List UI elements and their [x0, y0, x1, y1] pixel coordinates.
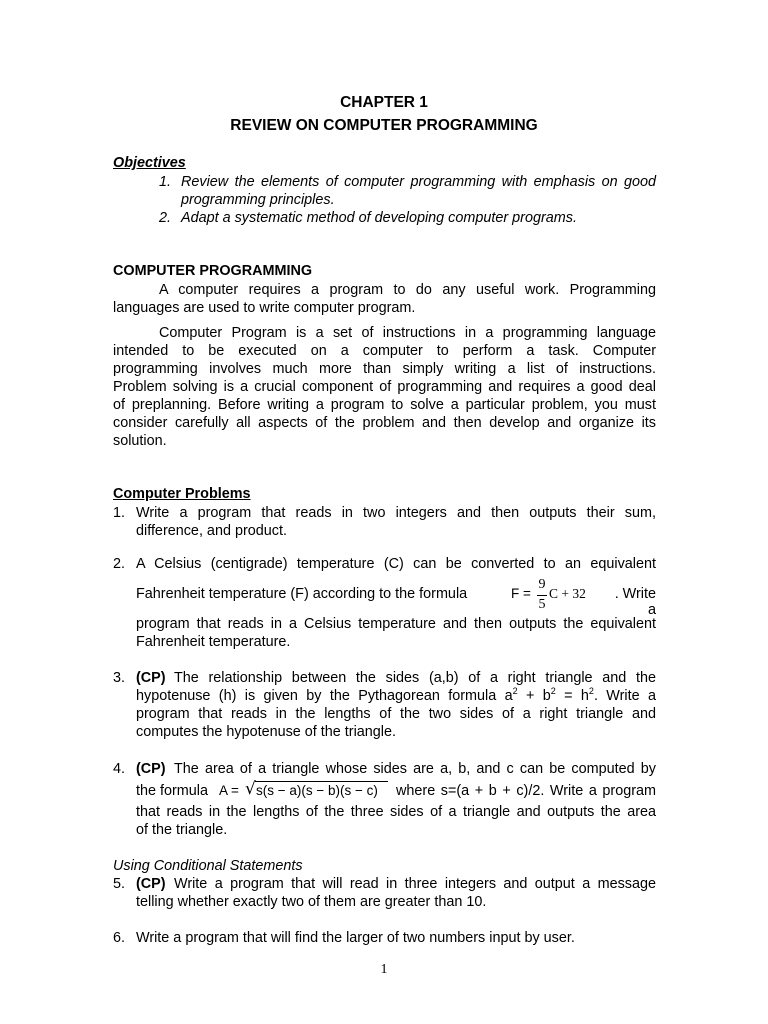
problem-6-number: 6.	[113, 930, 126, 946]
celsius-fraction-denominator: 5	[538, 597, 546, 612]
problem-5-line-1: Write a program that will read in three integers and output a message	[174, 876, 656, 892]
page-number: 1	[380, 962, 388, 977]
programming-paragraph-1-line-1: A computer requires a program to do any useful work. Programming	[159, 282, 656, 298]
objective-1-line-1: Review the elements of computer programming with emphasis on good	[181, 174, 656, 190]
problem-3-line-3: program that reads in the lengths of the two sides of a right triangle and	[136, 706, 656, 722]
celsius-formula-lhs: F =	[511, 586, 531, 601]
problem-4-number: 4.	[113, 761, 126, 777]
square-root-icon: √	[245, 779, 256, 799]
problem-1-number: 1.	[113, 505, 126, 521]
problem-1-line-1: Write a program that reads in two integers and then outputs their sum,	[136, 505, 656, 521]
programming-paragraph-2-line-5: of preplanning. Before writing a program to solve a particular problem, you must	[113, 397, 656, 413]
objectives-heading: Objectives	[113, 155, 186, 171]
conditional-statements-heading: Using Conditional Statements	[113, 858, 303, 874]
celsius-formula-rhs: C + 32	[549, 586, 586, 601]
problem-4-line-2-text: the formula	[136, 783, 208, 799]
programming-paragraph-1-line-2: languages are used to write computer program.	[113, 300, 416, 316]
problem-2-line-4: Fahrenheit temperature.	[136, 634, 291, 650]
heron-formula-radicand: s(s − a)(s − b)(s − c)	[256, 783, 378, 798]
problem-2-line-1: A Celsius (centigrade) temperature (C) can be converted to an equivalent	[136, 556, 656, 572]
problem-2-line-3: program that reads in a Celsius temperature and then outputs the equivalent	[136, 616, 656, 632]
problem-5-line-2: telling whether exactly two of them are greater than 10.	[136, 894, 487, 910]
objective-1-line-2: programming principles.	[181, 192, 335, 208]
celsius-fraction-numerator: 9	[538, 577, 546, 592]
problem-3-line-4: computes the hypotenuse of the triangle.	[136, 724, 397, 740]
problem-4-line-4: of the triangle.	[136, 822, 228, 838]
objective-1-number: 1.	[159, 174, 172, 190]
heron-formula-lhs: A =	[219, 783, 239, 798]
chapter-label: CHAPTER 1	[340, 94, 428, 111]
objective-2-line-1: Adapt a systematic method of developing computer programs.	[181, 210, 577, 226]
problem-2-line-2-text: Fahrenheit temperature (F) according to the formula	[136, 586, 468, 602]
chapter-title: REVIEW ON COMPUTER PROGRAMMING	[230, 117, 538, 134]
programming-paragraph-2-line-3: programming involves much more than simply writing a list of instructions.	[113, 361, 656, 377]
problem-3-line-2: hypotenuse (h) is given by the Pythagorean formula $a^2 + b^2 = h^2$. Write a	[136, 686, 656, 704]
computer-programming-heading: COMPUTER PROGRAMMING	[113, 263, 313, 279]
problem-3-number: 3.	[113, 670, 126, 686]
programming-paragraph-2-line-2: intended to be executed on a computer to perform a task. Computer	[113, 343, 656, 359]
problem-4-cp-tag: (CP)	[136, 761, 166, 777]
programming-paragraph-2-line-6: consider carefully all aspects of the problem and then develop and organize its	[113, 415, 656, 431]
computer-problems-heading: Computer Problems	[113, 486, 251, 502]
celsius-fraction-bar	[537, 595, 547, 596]
problem-2-line-2-end: . Write a	[614, 586, 656, 618]
problem-3-line-1: The relationship between the sides (a,b) of a right triangle and the	[174, 670, 656, 686]
square-root-vinculum	[255, 781, 388, 782]
problem-5-number: 5.	[113, 876, 126, 892]
problem-3-cp-tag: (CP)	[136, 670, 166, 686]
problem-6-line-1: Write a program that will find the larger of two numbers input by user.	[136, 930, 575, 946]
programming-paragraph-2-line-4: Problem solving is a crucial component of programming and requires a good deal	[113, 379, 656, 395]
problem-4-line-3: that reads in the lengths of the three sides of a triangle and outputs the area	[136, 804, 656, 820]
programming-paragraph-2-line-1: Computer Program is a set of instructions in a programming language	[159, 325, 656, 341]
problem-5-cp-tag: (CP)	[136, 876, 166, 892]
objective-2-number: 2.	[159, 210, 172, 226]
problem-1-line-2: difference, and product.	[136, 523, 287, 539]
problem-4-line-2-end: where s=(a + b + c)/2. Write a program	[396, 783, 656, 799]
programming-paragraph-2-line-7: solution.	[113, 433, 167, 449]
problem-2-number: 2.	[113, 556, 126, 572]
problem-4-line-1: The area of a triangle whose sides are a, b, and c can be computed by	[174, 761, 656, 777]
